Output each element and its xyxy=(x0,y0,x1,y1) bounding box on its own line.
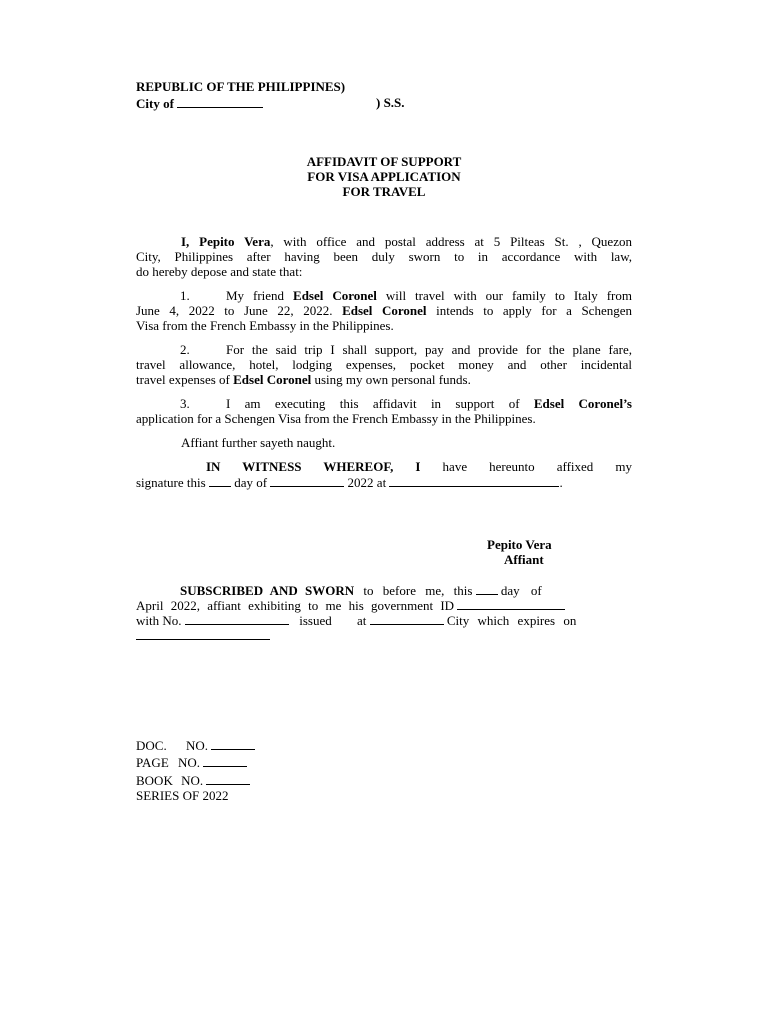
item-2-l3-name: Edsel Coronel xyxy=(233,372,312,387)
item-2-l3-a: travel expenses of xyxy=(136,372,234,387)
venue-ss: ) S.S. xyxy=(376,95,405,110)
item-1-l2-name: Edsel Coronel xyxy=(342,303,427,318)
title-line-1: AFFIDAVIT OF SUPPORT xyxy=(306,154,462,169)
witness-year-text: 2022 at xyxy=(347,475,387,490)
expiry-date-blank xyxy=(136,627,270,640)
jurat-line-4 xyxy=(136,627,270,643)
closing-statement: Affiant further sayeth naught. xyxy=(181,435,336,450)
notarial-book-no xyxy=(136,772,250,788)
jurat-day-of-text: day of xyxy=(500,583,542,598)
witness-signature-text: signature this xyxy=(136,475,206,490)
jurat-line-2 xyxy=(136,597,565,613)
affiant-role: Affiant xyxy=(504,552,544,567)
book-no-blank xyxy=(206,772,250,785)
item-2-line-2: travel allowance, hotel, lodging expenses, pocket money and other incidental xyxy=(136,357,632,372)
jurat-expires-text: City which expires on xyxy=(446,613,577,628)
item-1-text-a: My friend xyxy=(226,288,294,303)
item-1-text-c: will travel with our family to Italy from xyxy=(376,288,632,303)
book-no-label: BOOK NO. xyxy=(136,773,204,788)
doc-no-label: DOC. NO. xyxy=(136,738,208,753)
jurat-issued-at-text: issued at xyxy=(299,613,367,628)
jurat-with-no-text: with No. xyxy=(136,613,182,628)
notarial-doc-no xyxy=(136,737,255,753)
witness-day-blank xyxy=(209,474,231,487)
item-2-l3-c: using my own personal funds. xyxy=(311,372,471,387)
title-line-2: FOR VISA APPLICATION xyxy=(307,169,461,184)
jurat-text-a: to before me, this xyxy=(354,583,473,598)
intro-line-3: do hereby depose and state that: xyxy=(136,264,303,279)
item-3-line-1 xyxy=(226,396,632,411)
item-3-number: 3. xyxy=(180,396,190,411)
item-1-line-2 xyxy=(136,303,632,318)
item-1-l2-a: June 4, 2022 to June 22, 2022. xyxy=(136,303,343,318)
jurat-line-3 xyxy=(136,612,632,628)
government-id-blank xyxy=(457,597,565,610)
witness-line-1 xyxy=(206,459,632,474)
page-no-blank xyxy=(203,754,247,767)
item-1-line-1 xyxy=(226,288,632,303)
item-2-line-3 xyxy=(136,372,471,387)
city-blank xyxy=(177,95,263,108)
affiant-name: Pepito Vera xyxy=(487,537,552,552)
witness-period: . xyxy=(559,475,563,490)
page-no-label: PAGE NO. xyxy=(136,755,201,770)
title-line-3: FOR TRAVEL xyxy=(342,184,426,199)
item-1-line-3: Visa from the French Embassy in the Philippines. xyxy=(136,318,394,333)
notarial-series: SERIES OF 2022 xyxy=(136,788,229,803)
witness-day-of-text: day of xyxy=(234,475,268,490)
item-2-number: 2. xyxy=(180,342,190,357)
jurat-day-blank xyxy=(476,582,498,595)
jurat-id-text: April 2022, affiant exhibiting to me his government ID xyxy=(136,598,455,613)
venue-republic: REPUBLIC OF THE PHILIPPINES) xyxy=(136,79,346,94)
witness-place-blank xyxy=(389,474,559,487)
id-number-blank xyxy=(185,612,289,625)
item-2-line-1: For the said trip I shall support, pay and provide for the plane fare, xyxy=(226,342,632,357)
jurat-line-1 xyxy=(180,582,632,598)
intro-line-2: City, Philippines after having been duly sworn to in accordance with law, xyxy=(136,249,632,264)
intro-line-1-rest: , with office and postal address at 5 Pilteas St. , Quezon xyxy=(270,234,632,249)
witness-rest: have hereunto affixed my xyxy=(420,459,632,474)
notarial-page-no xyxy=(136,754,247,770)
doc-no-blank xyxy=(211,737,255,750)
intro-line-1 xyxy=(181,234,632,249)
item-3-line-2: application for a Schengen Visa from the French Embassy in the Philippines. xyxy=(136,411,536,426)
intro-name: I, Pepito Vera xyxy=(181,234,271,249)
item-3-text-a: I am executing this affidavit in support of xyxy=(226,396,534,411)
item-3-name: Edsel Coronel’s xyxy=(533,396,632,411)
item-1-name: Edsel Coronel xyxy=(293,288,377,303)
issued-city-blank xyxy=(370,612,444,625)
witness-line-2 xyxy=(136,474,563,490)
jurat-bold: SUBSCRIBED AND SWORN xyxy=(180,583,355,598)
witness-bold: IN WITNESS WHEREOF, I xyxy=(206,459,421,474)
venue-city-prefix: City of xyxy=(136,96,174,111)
witness-month-blank xyxy=(270,474,344,487)
item-1-l2-c: intends to apply for a Schengen xyxy=(426,303,632,318)
item-1-number: 1. xyxy=(180,288,190,303)
venue-city-line xyxy=(136,95,263,111)
